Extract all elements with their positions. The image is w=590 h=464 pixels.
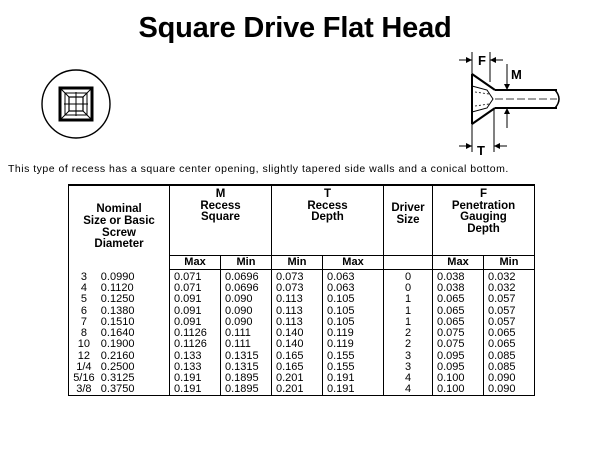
cell-t-min: 0.140	[272, 339, 323, 350]
cell-t-min: 0.201	[272, 384, 323, 396]
cell-size: 5/16	[69, 373, 99, 384]
header-m-line: Recess	[200, 199, 241, 212]
t-max-header: Max	[323, 256, 384, 270]
cell-size: 7	[69, 317, 99, 328]
cell-t-max: 0.105	[323, 317, 384, 328]
flat-head-screw-side-view-icon	[445, 46, 565, 158]
cell-f-max: 0.100	[433, 384, 484, 396]
cell-size: 4	[69, 283, 99, 294]
cell-size: 10	[69, 339, 99, 350]
header-m-line: M	[215, 188, 226, 200]
header-t-line: Recess	[307, 199, 348, 212]
header-m	[170, 185, 272, 256]
header-f-line: Penetration	[451, 199, 516, 212]
cell-m-min: 0.1315	[221, 351, 272, 362]
header-nominal-line: Screw	[102, 226, 136, 239]
cell-diameter: 0.3125	[99, 373, 170, 384]
cell-m-max: 0.1126	[170, 328, 221, 339]
cell-f-max: 0.065	[433, 317, 484, 328]
cell-driver-size: 4	[384, 384, 433, 396]
header-t-line: Depth	[311, 211, 344, 224]
cell-m-min: 0.090	[221, 306, 272, 317]
cell-m-max: 0.1126	[170, 339, 221, 350]
f-label: F	[478, 53, 486, 68]
cell-diameter: 0.1510	[99, 317, 170, 328]
cell-driver-size: 2	[384, 339, 433, 350]
cell-diameter: 0.1640	[99, 328, 170, 339]
cell-f-min: 0.057	[484, 306, 535, 317]
cell-t-max: 0.119	[323, 339, 384, 350]
dimension-table	[68, 184, 535, 396]
cell-t-min: 0.165	[272, 351, 323, 362]
cell-driver-size: 3	[384, 362, 433, 373]
cell-t-min: 0.113	[272, 294, 323, 305]
f-max-header: Max	[433, 256, 484, 270]
cell-m-min: 0.1315	[221, 362, 272, 373]
header-f-line: F	[479, 188, 488, 200]
header-t-line: T	[323, 188, 332, 200]
header-nominal	[69, 185, 170, 270]
cell-t-min: 0.201	[272, 373, 323, 384]
cell-m-min: 0.111	[221, 328, 272, 339]
square-recess-front-view-icon	[40, 68, 112, 140]
header-m-line: Square	[201, 211, 240, 224]
cell-f-max: 0.038	[433, 283, 484, 294]
cell-diameter: 0.1120	[99, 283, 170, 294]
cell-t-max: 0.191	[323, 384, 384, 396]
cell-driver-size: 0	[384, 270, 433, 284]
table-row	[69, 270, 535, 284]
cell-size: 6	[69, 306, 99, 317]
cell-f-min: 0.085	[484, 351, 535, 362]
header-f-line: Depth	[467, 223, 500, 236]
cell-driver-size: 3	[384, 351, 433, 362]
cell-f-max: 0.100	[433, 373, 484, 384]
header-driver	[384, 185, 433, 256]
cell-f-min: 0.090	[484, 384, 535, 396]
cell-t-min: 0.073	[272, 283, 323, 294]
cell-f-min: 0.090	[484, 373, 535, 384]
cell-driver-size: 4	[384, 373, 433, 384]
cell-m-max: 0.071	[170, 283, 221, 294]
cell-t-min: 0.073	[272, 270, 323, 284]
driver-sub-header	[384, 256, 433, 270]
header-driver-line: Driver	[391, 202, 425, 214]
cell-diameter: 0.2160	[99, 351, 170, 362]
cell-m-min: 0.1895	[221, 373, 272, 384]
cell-f-min: 0.032	[484, 270, 535, 284]
header-driver-line: Size	[396, 213, 420, 226]
cell-diameter: 0.1380	[99, 306, 170, 317]
cell-size: 3/8	[69, 384, 99, 396]
cell-t-max: 0.119	[323, 328, 384, 339]
table-row	[69, 384, 535, 396]
cell-size: 5	[69, 294, 99, 305]
cell-m-min: 0.111	[221, 339, 272, 350]
cell-f-max: 0.095	[433, 351, 484, 362]
cell-diameter: 0.2500	[99, 362, 170, 373]
cell-f-max: 0.095	[433, 362, 484, 373]
cell-diameter: 0.0990	[99, 270, 170, 284]
table-row	[69, 339, 535, 350]
cell-t-min: 0.113	[272, 317, 323, 328]
cell-m-max: 0.091	[170, 294, 221, 305]
cell-diameter: 0.1900	[99, 339, 170, 350]
cell-f-min: 0.057	[484, 317, 535, 328]
cell-t-max: 0.063	[323, 270, 384, 284]
header-f-line: Gauging	[460, 211, 507, 224]
cell-size: 1/4	[69, 362, 99, 373]
cell-t-max: 0.191	[323, 373, 384, 384]
cell-m-max: 0.091	[170, 306, 221, 317]
cell-f-max: 0.065	[433, 294, 484, 305]
header-nominal-line: Size or Basic	[83, 215, 155, 228]
header-t	[272, 185, 384, 256]
cell-m-max: 0.191	[170, 384, 221, 396]
cell-f-min: 0.085	[484, 362, 535, 373]
t-min-header: Min	[272, 256, 323, 270]
cell-t-min: 0.165	[272, 362, 323, 373]
header-nominal-line: Diameter	[94, 238, 144, 251]
cell-f-min: 0.065	[484, 328, 535, 339]
cell-driver-size: 0	[384, 283, 433, 294]
cell-driver-size: 1	[384, 317, 433, 328]
cell-m-min: 0.1895	[221, 384, 272, 396]
cell-size: 3	[69, 270, 99, 284]
cell-m-max: 0.191	[170, 373, 221, 384]
cell-driver-size: 2	[384, 328, 433, 339]
header-f	[433, 185, 535, 256]
cell-m-max: 0.071	[170, 270, 221, 284]
cell-m-min: 0.090	[221, 317, 272, 328]
cell-t-max: 0.105	[323, 294, 384, 305]
cell-t-max: 0.155	[323, 362, 384, 373]
f-min-header: Min	[484, 256, 535, 270]
cell-size: 8	[69, 328, 99, 339]
cell-t-max: 0.063	[323, 283, 384, 294]
cell-m-min: 0.0696	[221, 283, 272, 294]
cell-t-min: 0.140	[272, 328, 323, 339]
m-max-header: Max	[170, 256, 221, 270]
cell-f-min: 0.065	[484, 339, 535, 350]
cell-f-max: 0.075	[433, 339, 484, 350]
cell-size: 12	[69, 351, 99, 362]
cell-m-min: 0.0696	[221, 270, 272, 284]
cell-m-min: 0.090	[221, 294, 272, 305]
recess-description: This type of recess has a square center opening, slightly tapered side walls and a conical bottom.	[8, 163, 509, 175]
cell-m-max: 0.133	[170, 362, 221, 373]
cell-driver-size: 1	[384, 294, 433, 305]
cell-m-max: 0.091	[170, 317, 221, 328]
cell-f-max: 0.038	[433, 270, 484, 284]
cell-m-max: 0.133	[170, 351, 221, 362]
page-title: Square Drive Flat Head	[138, 12, 452, 44]
t-label: T	[477, 143, 485, 158]
cell-t-max: 0.155	[323, 351, 384, 362]
cell-t-max: 0.105	[323, 306, 384, 317]
cell-f-max: 0.075	[433, 328, 484, 339]
table-row	[69, 294, 535, 305]
cell-diameter: 0.1250	[99, 294, 170, 305]
cell-f-min: 0.057	[484, 294, 535, 305]
cell-driver-size: 1	[384, 306, 433, 317]
cell-f-max: 0.065	[433, 306, 484, 317]
cell-t-min: 0.113	[272, 306, 323, 317]
cell-f-min: 0.032	[484, 283, 535, 294]
cell-diameter: 0.3750	[99, 384, 170, 396]
header-nominal-line: Nominal	[96, 203, 142, 216]
m-label: M	[511, 67, 522, 82]
m-min-header: Min	[221, 256, 272, 270]
